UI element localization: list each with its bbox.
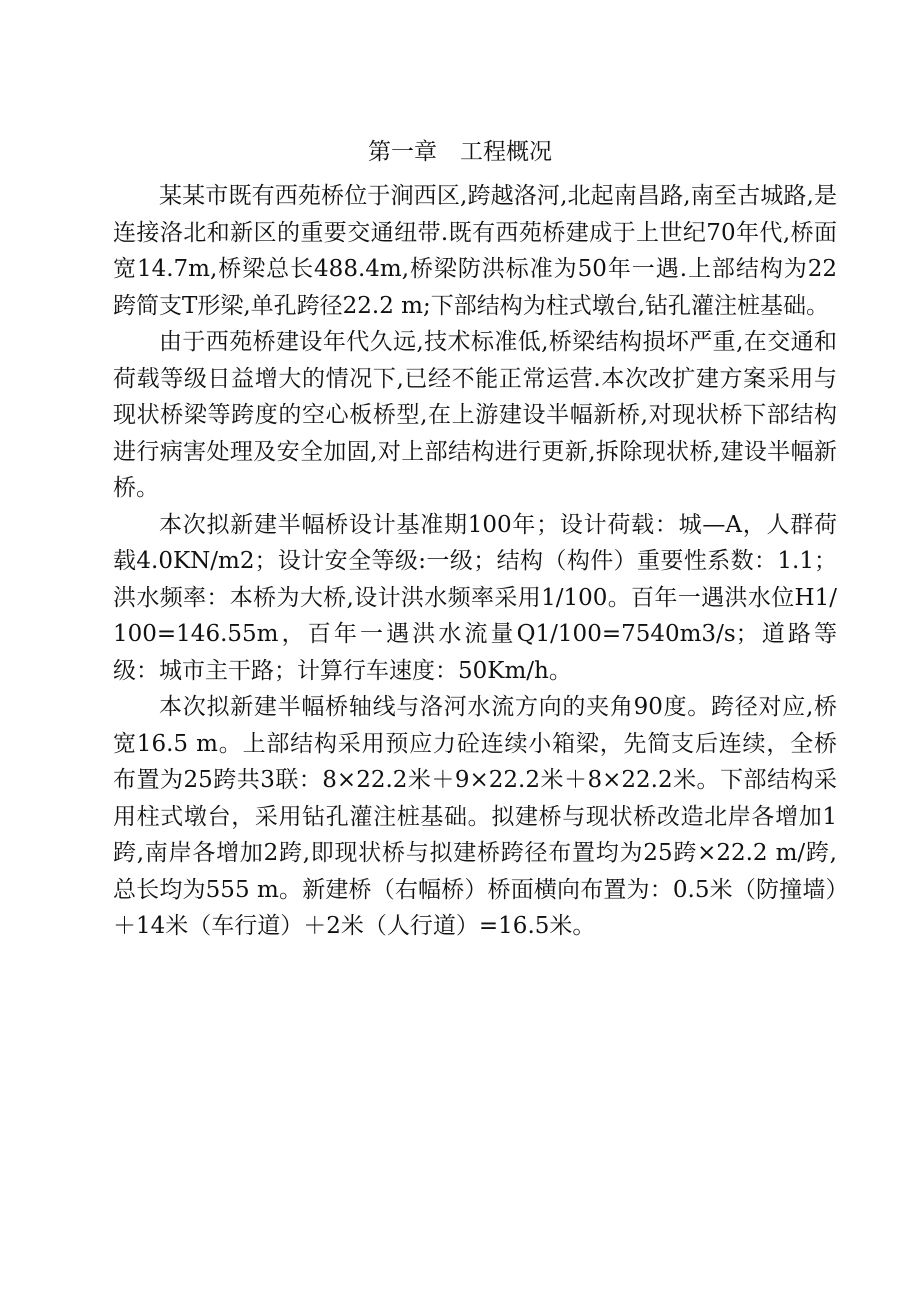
paragraph-new-bridge-layout: 本次拟新建半幅桥轴线与洛河水流方向的夹角90度。跨径对应,桥宽16.5 m。上部结构采用预应力砼连续小箱梁，先简支后连续，全桥布置为25跨共3联：8×22.2米＋9×22.2米＋8×22.2米。下部结构采用柱式墩台，采用钻孔灌注桩基础。拟建桥与现状桥改造北岸各增加1跨,南岸各增加2跨,即现状桥与拟建桥跨径布置均为25跨×22.2 m/跨,总长均为555 m。新建桥（右幅桥）桥面横向布置为：0.5米（防撞墙）＋14米（车行道）＋2米（人行道）=16.5米。: [113, 694, 837, 939]
paragraph-design-standards: 本次拟新建半幅桥设计基准期100年；设计荷载：城—A，人群荷载4.0KN/m2；设计安全等级:一级；结构（构件）重要性系数：1.1；洪水频率：本桥为大桥,设计洪水频率采用1/100。百年一遇洪水位H1/100=146.55m，百年一遇洪水流量Q1/100=7540m3/s；道路等级：城市主干路；计算行车速度：50Km/h。: [113, 511, 837, 684]
chapter-title: 第一章 工程概况: [368, 139, 552, 165]
body-text: [113, 178, 837, 945]
paragraph-reconstruction-reason: 由于西苑桥建设年代久远,技术标准低,桥梁结构损坏严重,在交通和荷载等级日益增大的情况下,已经不能正常运营.本次改扩建方案采用与现状桥梁等跨度的空心板桥型,在上游建设半幅新桥,对现状桥下部结构进行病害处理及安全加固,对上部结构进行更新,拆除现状桥,建设半幅新桥。: [113, 329, 837, 501]
paragraph-existing-bridge: 某某市既有西苑桥位于涧西区,跨越洛河,北起南昌路,南至古城路,是连接洛北和新区的重要交通纽带.既有西苑桥建成于上世纪70年代,桥面宽14.7m,桥梁总长488.4m,桥梁防洪标准为50年一遇.上部结构为22跨简支T形梁,单孔跨径22.2 m;下部结构为柱式墩台,钻孔灌注桩基础。: [113, 183, 837, 319]
